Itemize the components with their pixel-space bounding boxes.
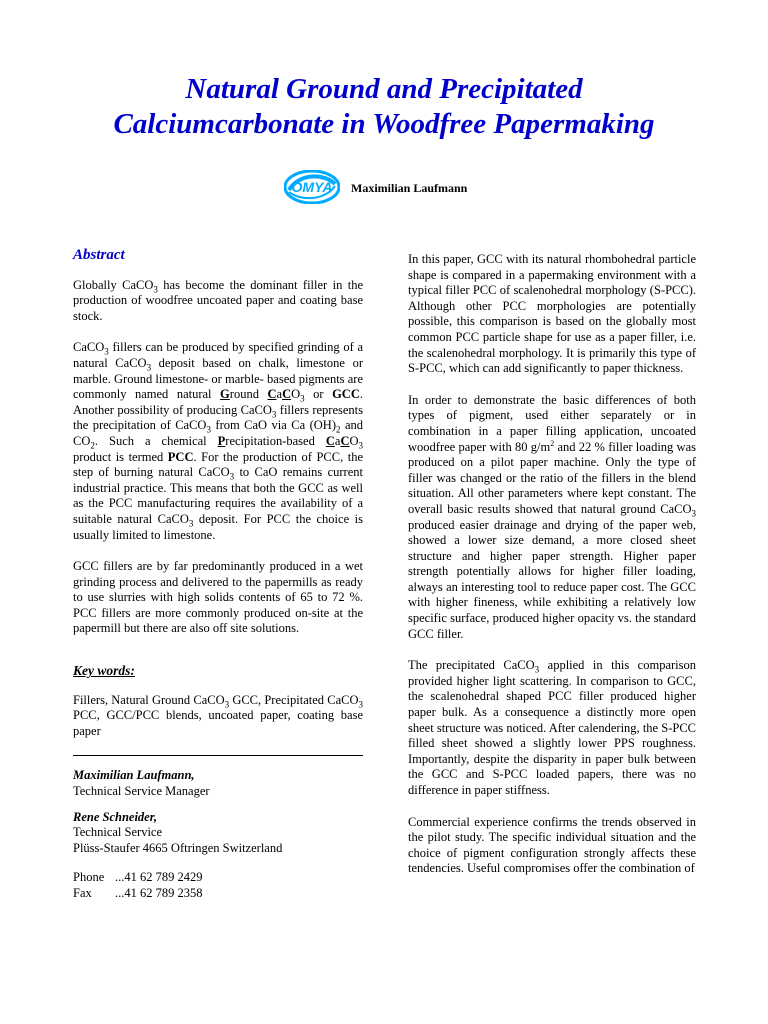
author-name: Maximilian Laufmann [351,181,468,195]
body-paragraph-4: Commercial experience confirms the trends observed in the pilot study. The specific individual situation and the choice of pigment configuration strongly affects these tendencies. Useful compromises offer the combination of [408,814,696,876]
body-paragraph-1: In this paper, GCC with its natural rhombohedral particle shape is compared in a papermaking environment with a typical filler PCC of scalenohedral morphology (S-PCC). Although other PCC morphologies are potentially possible, this comparison is based on the globally most common PCC particle shape for use as a paper filler, i.e. the scalenohedral morphology. It is primarily this type of S-PCC, which can add significantly to paper thickness. [408,252,696,376]
title-line-1: Natural Ground and Precipitated [185,73,583,105]
contact-1-role: Technical Service Manager [73,784,210,799]
contact-2-role: Technical Service [73,825,163,840]
abstract-paragraph-2: CaCO$_3$ fillers can be produced by specified grinding of a natural CaCO$_3$ deposit based on chalk, limestone or marble. Ground limestone- or marble- based pigments are commonly named natural Ground CaCO$_3$ or GCC. Another possibility of producing CaCO$_3$ fillers represents the precipitation of CaCO$_3$ from CaO via Ca $(OH)_2$ and $CO_2$. Such a chemical Precipitation-based CaCO$_3$ product is termed PCC. For the production of PCC, the step of burning natural CaCO$_3$ to CaO remains current industrial practice. This means that both the GCC as well as the PCC manufacturing requires the availability of a suitable natural CaCO$_3$ deposit. For PCC the choice is usually limited to limestone. [73,340,364,542]
abstract-paragraph-3: GCC fillers are by far predominantly produced in a wet grinding process and delivered to the papermills as ready to use slurries with high solids contents of 65 to 72 %. PCC fillers are more commonly produced on-site at the papermill but there are also off site solutions. [73,559,363,636]
fax-line [73,886,363,902]
body-paragraph-3: The precipitated CaCO$_3$ applied in this comparison provided higher light scattering. In comparison to GCC, the scalenohedral shaped PCC filler produced higher paper bulk. As a consequence a distinctly more open sheet structure was noticed. After calendering, the S-PCC filled sheet showed a slightly lower PPS roughness. Importantly, despite the disparity in paper bulk between the GCC and S-PCC loaded papers, there was no difference in paper stiffness. [408,658,696,797]
abstract-paragraph-1: Globally CaCO$_3$ has become the dominant filler in the production of woodfree uncoated paper and coating base stock. [73,277,363,323]
logo-text: OMYA [291,179,333,195]
phone-line [73,870,363,886]
fax-number: ...41 62 789 2358 [115,886,203,900]
title-line-2: Calciumcarbonate in Woodfree Papermaking [113,108,655,140]
keywords-text: Fillers, Natural Ground CaCO$_3$ GCC, Precipitated CaCO$_3$ PCC, GCC/PCC blends, uncoated paper, coating base paper [73,692,363,738]
phone-number: ...41 62 789 2429 [115,870,203,885]
fax-label: Fax [73,886,92,900]
contact-2-address: Plüss-Staufer 4665 Oftringen Switzerland [73,840,283,855]
contact-block [73,768,363,901]
divider [73,755,363,756]
body-paragraph-2: In order to demonstrate the basic differences of both types of pigment, used either separately or in combination in a paper filling application, uncoated woodfree paper with 80 $g/m^2$ and 22 % filler loading was produced on a pilot paper machine. Only the type of filler was changed or the ratio of the fillers in the blend situation. All other parameters where kept constant. The overall basic results showed that natural ground CaCO$_3$ produced easier drainage and drying of the paper web, showed a lower size demand, a more closed sheet structure and higher paper strength. Higher paper strength potentially allows for higher filler loading, always an interesting tool to reduce paper cost. The GCC with higher fineness, while exhibiting a relatively low specific surface, produced higher opacity vs. the standard GCC filler. [408,392,696,641]
right-column [408,252,696,893]
left-column [73,248,363,902]
abstract-heading: Abstract [73,247,125,263]
contact-2-name: Rene Schneider, [73,809,158,824]
omya-logo-icon [284,170,340,204]
keywords-heading: Key words: [73,663,135,679]
phone-label: Phone [73,870,105,885]
contact-1-name: Maximilian Laufmann, [73,768,195,783]
paper-title [0,72,768,142]
